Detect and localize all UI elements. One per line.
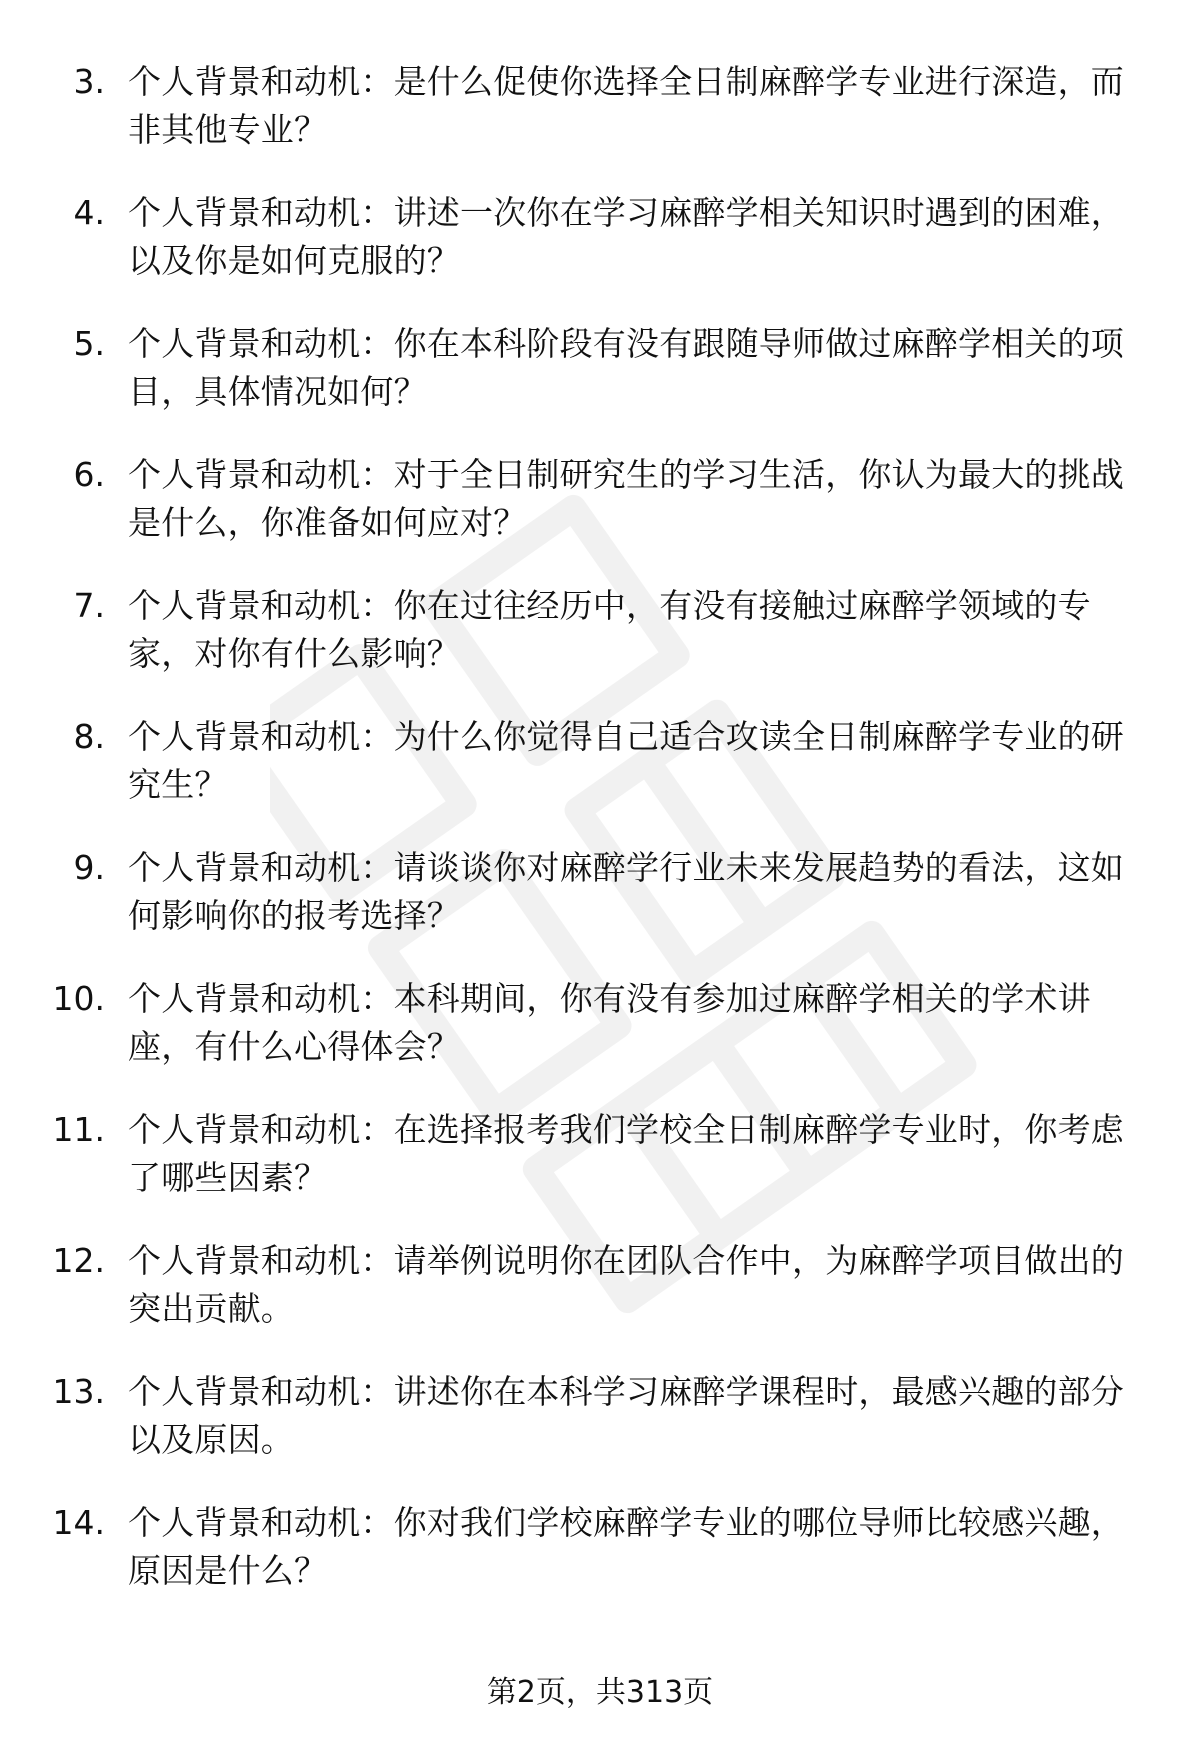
item-text: 个人背景和动机：本科期间，你有没有参加过麻醉学相关的学术讲座，有什么心得体会？ (128, 979, 1091, 1066)
item-number: 11. (52, 1110, 105, 1149)
item-number: 5. (73, 324, 105, 363)
list-item (0, 713, 1200, 844)
list-item (0, 320, 1200, 451)
list-item (0, 1106, 1200, 1237)
list-item (0, 1368, 1200, 1499)
item-number: 14. (52, 1503, 105, 1542)
list-item (0, 189, 1200, 320)
item-number: 7. (73, 586, 105, 625)
item-text: 个人背景和动机：你对我们学校麻醉学专业的哪位导师比较感兴趣，原因是什么？ (128, 1503, 1124, 1590)
item-text: 个人背景和动机：你在过往经历中，有没有接触过麻醉学领域的专家，对你有什么影响？ (128, 586, 1091, 673)
item-text: 个人背景和动机：对于全日制研究生的学习生活，你认为最大的挑战是什么，你准备如何应对？ (128, 455, 1124, 542)
item-text: 个人背景和动机：你在本科阶段有没有跟随导师做过麻醉学相关的项目，具体情况如何？ (128, 324, 1124, 411)
item-number: 10. (52, 979, 105, 1018)
item-text: 个人背景和动机：请举例说明你在团队合作中，为麻醉学项目做出的突出贡献。 (128, 1241, 1124, 1328)
item-number: 6. (73, 455, 105, 494)
item-text: 个人背景和动机：为什么你觉得自己适合攻读全日制麻醉学专业的研究生？ (128, 717, 1124, 804)
item-text: 个人背景和动机：是什么促使你选择全日制麻醉学专业进行深造，而非其他专业？ (128, 62, 1124, 149)
question-list (0, 58, 1200, 1630)
page-number-footer: 第2页，共313页 (486, 1675, 714, 1710)
item-text: 个人背景和动机：讲述你在本科学习麻醉学课程时，最感兴趣的部分以及原因。 (128, 1372, 1124, 1459)
item-number: 4. (73, 193, 105, 232)
list-item (0, 582, 1200, 713)
list-item (0, 975, 1200, 1106)
item-text: 个人背景和动机：在选择报考我们学校全日制麻醉学专业时，你考虑了哪些因素？ (128, 1110, 1124, 1197)
list-item (0, 1237, 1200, 1368)
list-item (0, 844, 1200, 975)
list-item (0, 451, 1200, 582)
item-number: 8. (73, 717, 105, 756)
item-number: 3. (73, 62, 105, 101)
item-number: 13. (52, 1372, 105, 1411)
item-number: 9. (73, 848, 105, 887)
item-text: 个人背景和动机：请谈谈你对麻醉学行业未来发展趋势的看法，这如何影响你的报考选择？ (128, 848, 1124, 935)
list-item (0, 1499, 1200, 1630)
item-number: 12. (52, 1241, 105, 1280)
item-text: 个人背景和动机：讲述一次你在学习麻醉学相关知识时遇到的困难，以及你是如何克服的？ (128, 193, 1124, 280)
list-item (0, 58, 1200, 189)
